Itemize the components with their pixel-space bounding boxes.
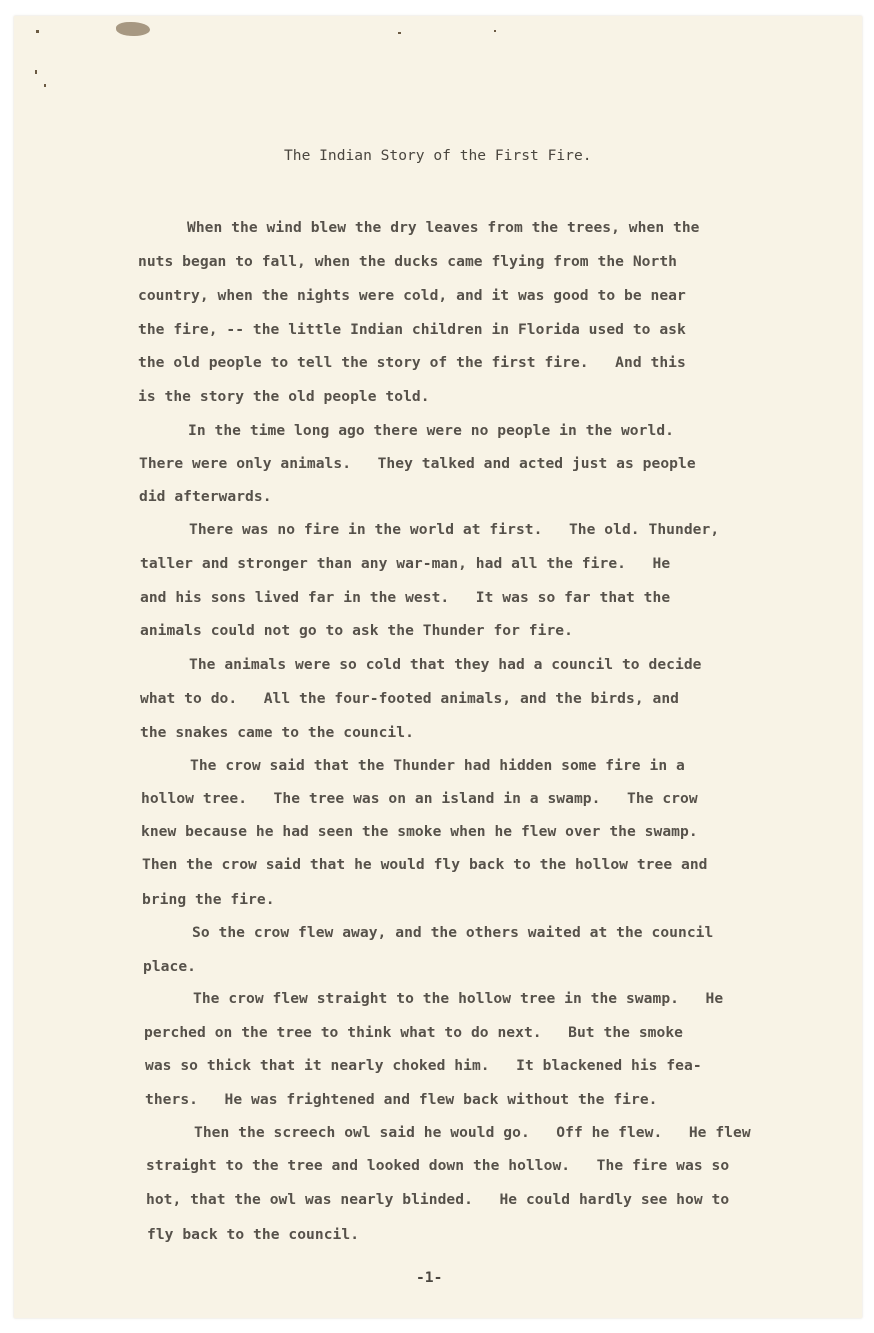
text-line: perched on the tree to think what to do next. But the smoke	[144, 1024, 684, 1041]
paper-speck	[44, 84, 46, 87]
text-line: thers. He was frightened and flew back without the fire.	[145, 1091, 658, 1108]
text-line: Then the screech owl said he would go. Off he flew. He flew	[194, 1124, 751, 1141]
text-line: and his sons lived far in the west. It was so far that the	[140, 589, 671, 606]
text-line: hollow tree. The tree was on an island in a swamp. The crow	[141, 790, 698, 807]
text-line: the fire, -- the little Indian children in Florida used to ask	[138, 321, 686, 338]
text-line: the old people to tell the story of the first fire. And this	[138, 354, 686, 371]
text-line: the snakes came to the council.	[140, 724, 414, 741]
text-line: The crow flew straight to the hollow tree in the swamp. He	[193, 990, 724, 1007]
paper-speck	[35, 70, 37, 74]
text-line: The animals were so cold that they had a council to decide	[189, 656, 702, 673]
text-line: hot, that the owl was nearly blinded. He could hardly see how to	[146, 1191, 730, 1208]
text-line: bring the fire.	[142, 891, 275, 908]
page-number: -1-	[416, 1269, 443, 1286]
text-line: animals could not go to ask the Thunder for fire.	[140, 622, 573, 639]
text-line: place.	[143, 958, 197, 975]
text-line: what to do. All the four-footed animals, and the birds, and	[140, 690, 680, 707]
text-line: is the story the old people told.	[138, 388, 430, 405]
text-line: knew because he had seen the smoke when he flew over the swamp.	[141, 823, 698, 840]
text-line: When the wind blew the dry leaves from the trees, when the	[187, 219, 700, 236]
document-title: The Indian Story of the First Fire.	[284, 147, 592, 164]
text-line: straight to the tree and looked down the hollow. The fire was so	[146, 1157, 730, 1174]
text-line: In the time long ago there were no people in the world.	[188, 422, 674, 439]
text-line: There were only animals. They talked and acted just as people	[139, 455, 696, 472]
text-line: did afterwards.	[139, 488, 272, 505]
paper-speck	[36, 30, 39, 33]
text-line: country, when the nights were cold, and it was good to be near	[138, 287, 686, 304]
text-line: There was no fire in the world at first. The old. Thunder,	[189, 521, 720, 538]
text-line: The crow said that the Thunder had hidden some fire in a	[190, 757, 685, 774]
text-line: nuts began to fall, when the ducks came flying from the North	[138, 253, 678, 270]
paper-stain	[116, 22, 150, 36]
text-line: taller and stronger than any war-man, had all the fire. He	[140, 555, 671, 572]
paper-speck	[494, 30, 496, 32]
text-line: was so thick that it nearly choked him. It blackened his fea-	[145, 1057, 702, 1074]
text-line: Then the crow said that he would fly back to the hollow tree and	[142, 856, 708, 873]
paper-speck	[398, 32, 401, 34]
text-line: So the crow flew away, and the others waited at the council	[192, 924, 714, 941]
text-line: fly back to the council.	[147, 1226, 360, 1243]
